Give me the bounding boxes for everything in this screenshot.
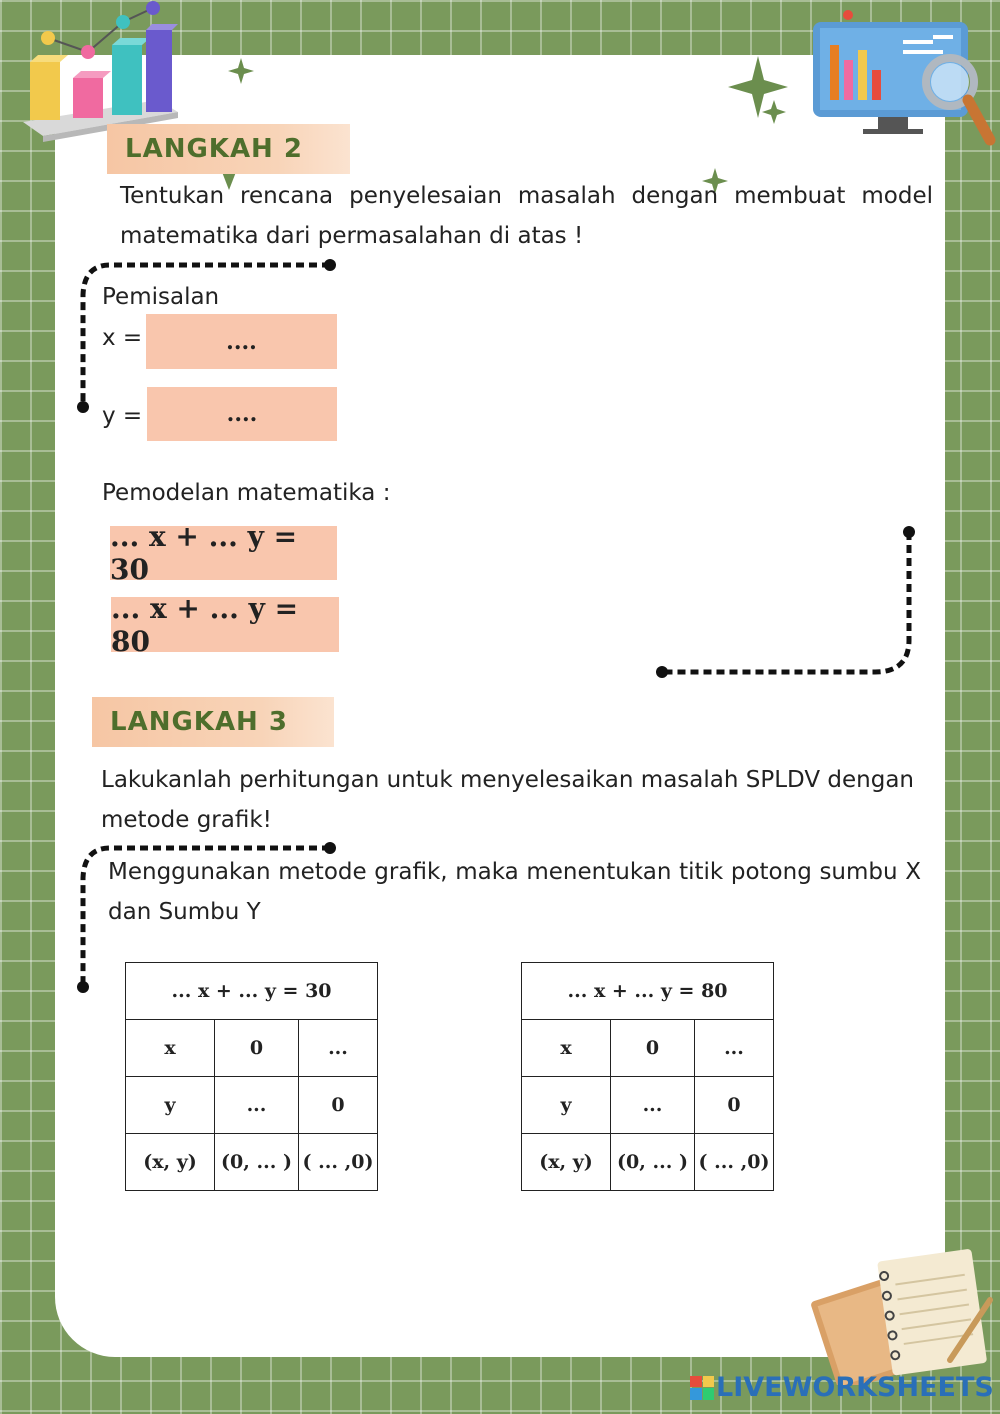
table-row (522, 1077, 774, 1134)
table-answer-cell[interactable]: ( ... ,0) (299, 1134, 378, 1191)
y-answer-field[interactable]: .... (147, 387, 337, 441)
monitor-analytics-icon (808, 0, 998, 155)
table-answer-cell[interactable]: ( ... ,0) (695, 1134, 774, 1191)
table-row (522, 1134, 774, 1191)
equation-2-field[interactable]: ... x + ... y = 80 (111, 597, 339, 652)
intercept-table-1 (125, 962, 378, 1191)
x-answer-field[interactable]: .... (146, 314, 337, 369)
table-answer-cell[interactable]: (0, ... ) (611, 1134, 695, 1191)
table-cell: (x, y) (522, 1134, 611, 1191)
dashed-connector (650, 520, 920, 685)
method-text: Menggunakan metode grafik, maka menentukan titik potong sumbu X dan Sumbu Y (108, 859, 921, 925)
table-cell: 0 (299, 1077, 378, 1134)
table-header: ... x + ... y = 30 (126, 963, 378, 1020)
step2-instruction: Tentukan rencana penyelesaian masalah dengan membuat model matematika dari permasalahan di atas ! (120, 183, 933, 249)
sparkle-icon (762, 100, 786, 124)
table-answer-cell[interactable]: ... (299, 1020, 378, 1077)
equation-1-field[interactable]: ... x + ... y = 30 (110, 526, 337, 580)
table-answer-cell[interactable]: (0, ... ) (215, 1134, 299, 1191)
table-answer-cell[interactable]: ... (695, 1020, 774, 1077)
table-cell: y (522, 1077, 611, 1134)
table-cell: x (126, 1020, 215, 1077)
liveworksheets-logo (690, 1372, 994, 1403)
pemisalan-label: Pemisalan (102, 284, 220, 310)
table-row (126, 1134, 378, 1191)
step2-title: LANGKAH 2 (125, 134, 303, 164)
table-row (522, 1020, 774, 1077)
liveworksheets-logo-icon (690, 1376, 714, 1400)
y-label: y = (102, 403, 143, 429)
table-header: ... x + ... y = 80 (522, 963, 774, 1020)
step3-banner (92, 697, 334, 747)
pemodelan-label: Pemodelan matematika : (102, 480, 391, 506)
table-cell: 0 (215, 1020, 299, 1077)
sparkle-icon (228, 58, 254, 84)
step3-title: LANGKAH 3 (110, 707, 288, 737)
intercept-table-2 (521, 962, 774, 1191)
table-answer-cell[interactable]: ... (215, 1077, 299, 1134)
table-cell: x (522, 1020, 611, 1077)
table-cell: y (126, 1077, 215, 1134)
table-answer-cell[interactable]: ... (611, 1077, 695, 1134)
table-cell: 0 (611, 1020, 695, 1077)
step2-banner (107, 124, 350, 174)
table-row (126, 1020, 378, 1077)
table-cell: 0 (695, 1077, 774, 1134)
table-cell: (x, y) (126, 1134, 215, 1191)
step3-instruction: Lakukanlah perhitungan untuk menyelesaikan masalah SPLDV dengan metode grafik! (101, 767, 914, 833)
brand-name: LIVEWORKSHEETS (716, 1372, 994, 1403)
table-row (126, 1077, 378, 1134)
x-label: x = (102, 325, 143, 351)
notebook-pencil-icon (800, 1245, 998, 1385)
